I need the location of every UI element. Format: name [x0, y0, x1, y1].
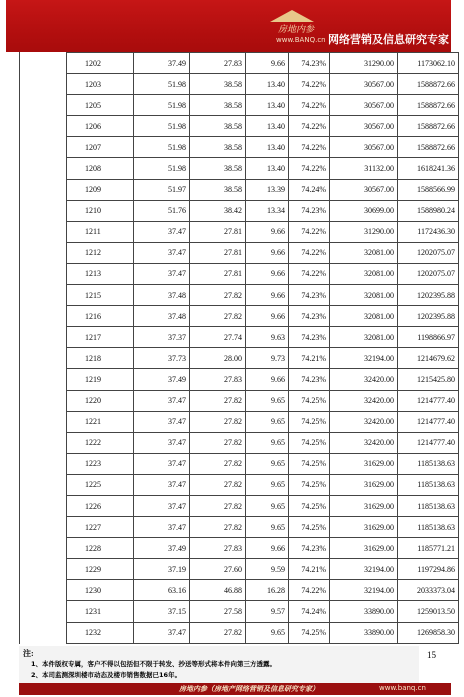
- table-cell: 30567.00: [330, 179, 398, 200]
- table-cell: 27.58: [190, 601, 246, 622]
- table-cell: 30567.00: [330, 95, 398, 116]
- table-cell: 37.37: [134, 327, 190, 348]
- table-cell: 1214777.40: [398, 432, 459, 453]
- blank-cell: [20, 116, 67, 137]
- table-cell: 9.65: [246, 390, 289, 411]
- blank-cell: [20, 200, 67, 221]
- table-cell: 37.47: [134, 453, 190, 474]
- unit-number-cell: 1211: [67, 221, 134, 242]
- table-cell: 27.82: [190, 517, 246, 538]
- table-cell: 32420.00: [330, 432, 398, 453]
- table-cell: 27.74: [190, 327, 246, 348]
- table-row: [20, 580, 459, 601]
- table-cell: 1588566.99: [398, 179, 459, 200]
- table-cell: 74.25%: [289, 622, 330, 643]
- table-cell: 27.83: [190, 369, 246, 390]
- table-cell: 74.24%: [289, 601, 330, 622]
- footer-note-2: 2、本司监测深圳楼市动态及楼市销售数据已16年。: [31, 671, 182, 679]
- table-cell: 9.66: [246, 369, 289, 390]
- table-cell: 27.82: [190, 306, 246, 327]
- table-cell: 9.63: [246, 327, 289, 348]
- table-cell: 27.82: [190, 495, 246, 516]
- table-cell: 1588872.66: [398, 95, 459, 116]
- table-cell: 37.47: [134, 474, 190, 495]
- table-cell: 51.97: [134, 179, 190, 200]
- blank-cell: [20, 517, 67, 538]
- table-row: [20, 538, 459, 559]
- blank-cell: [20, 622, 67, 643]
- bottom-band: [19, 683, 451, 695]
- table-cell: 27.81: [190, 242, 246, 263]
- footer-note-1: 1、本件版权专属，客户不得以包括但不限于转发、抄送等形式将本件向第三方透露。: [31, 660, 277, 668]
- table-cell: 27.82: [190, 622, 246, 643]
- blank-cell: [20, 348, 67, 369]
- table-cell: 27.82: [190, 432, 246, 453]
- table-cell: 1185138.63: [398, 517, 459, 538]
- table-cell: 31290.00: [330, 53, 398, 74]
- blank-cell: [20, 474, 67, 495]
- logo-text: 房地内参: [278, 25, 315, 35]
- table-cell: 27.82: [190, 453, 246, 474]
- table-cell: 51.98: [134, 116, 190, 137]
- table-row: [20, 263, 459, 284]
- table-cell: 31629.00: [330, 538, 398, 559]
- unit-number-cell: 1227: [67, 517, 134, 538]
- table-cell: 9.65: [246, 474, 289, 495]
- unit-number-cell: 1206: [67, 116, 134, 137]
- table-cell: 27.83: [190, 538, 246, 559]
- table-cell: 31629.00: [330, 453, 398, 474]
- unit-number-cell: 1215: [67, 285, 134, 306]
- table-cell: 37.49: [134, 369, 190, 390]
- unit-number-cell: 1208: [67, 158, 134, 179]
- table-cell: 51.98: [134, 158, 190, 179]
- table-cell: 37.48: [134, 306, 190, 327]
- blank-cell: [20, 74, 67, 95]
- blank-cell: [20, 453, 67, 474]
- blank-cell: [20, 179, 67, 200]
- table-cell: 31290.00: [330, 221, 398, 242]
- blank-cell: [20, 95, 67, 116]
- table-cell: 1172436.30: [398, 221, 459, 242]
- unit-number-cell: 1230: [67, 580, 134, 601]
- table-cell: 27.83: [190, 53, 246, 74]
- table-cell: 27.81: [190, 221, 246, 242]
- table-cell: 1588872.66: [398, 137, 459, 158]
- table-cell: 74.24%: [289, 179, 330, 200]
- table-cell: 74.23%: [289, 538, 330, 559]
- table-cell: 74.22%: [289, 137, 330, 158]
- table-cell: 1185138.63: [398, 495, 459, 516]
- unit-number-cell: 1213: [67, 263, 134, 284]
- table-cell: 51.98: [134, 137, 190, 158]
- table-cell: 1215425.80: [398, 369, 459, 390]
- blank-cell: [20, 601, 67, 622]
- table-cell: 1588980.24: [398, 200, 459, 221]
- table-cell: 1588872.66: [398, 116, 459, 137]
- unit-number-cell: 1226: [67, 495, 134, 516]
- table-cell: 30567.00: [330, 74, 398, 95]
- table-row: [20, 369, 459, 390]
- footer-label: 注:: [23, 649, 34, 658]
- table-cell: 31132.00: [330, 158, 398, 179]
- blank-cell: [20, 53, 67, 74]
- table-cell: 38.58: [190, 74, 246, 95]
- table-cell: 38.58: [190, 116, 246, 137]
- table-cell: 33890.00: [330, 601, 398, 622]
- table-row: [20, 559, 459, 580]
- table-cell: 9.65: [246, 453, 289, 474]
- unit-number-cell: 1202: [67, 53, 134, 74]
- table-cell: 1198866.97: [398, 327, 459, 348]
- table-row: [20, 221, 459, 242]
- table-row: [20, 200, 459, 221]
- house-roof-icon: [270, 10, 314, 22]
- table-cell: 33890.00: [330, 622, 398, 643]
- table-cell: 32420.00: [330, 411, 398, 432]
- unit-number-cell: 1218: [67, 348, 134, 369]
- table-cell: 9.65: [246, 495, 289, 516]
- table-cell: 37.47: [134, 390, 190, 411]
- table-cell: 1202075.07: [398, 242, 459, 263]
- table-row: [20, 348, 459, 369]
- table-cell: 32194.00: [330, 348, 398, 369]
- table-cell: 32081.00: [330, 285, 398, 306]
- table-cell: 13.40: [246, 74, 289, 95]
- table-cell: 27.82: [190, 411, 246, 432]
- unit-data-table: [19, 52, 459, 644]
- table-cell: 30567.00: [330, 137, 398, 158]
- table-cell: 37.19: [134, 559, 190, 580]
- table-cell: 38.58: [190, 179, 246, 200]
- table-cell: 1214679.62: [398, 348, 459, 369]
- table-row: [20, 474, 459, 495]
- table-cell: 37.47: [134, 495, 190, 516]
- table-cell: 37.48: [134, 285, 190, 306]
- unit-number-cell: 1219: [67, 369, 134, 390]
- table-cell: 37.49: [134, 538, 190, 559]
- table-cell: 2033373.04: [398, 580, 459, 601]
- table-cell: 9.66: [246, 53, 289, 74]
- table-cell: 1173062.10: [398, 53, 459, 74]
- table-cell: 74.25%: [289, 517, 330, 538]
- table-cell: 74.23%: [289, 200, 330, 221]
- table-cell: 9.66: [246, 285, 289, 306]
- table-row: [20, 74, 459, 95]
- table-cell: 32081.00: [330, 306, 398, 327]
- table-cell: 1197294.86: [398, 559, 459, 580]
- logo-url: www.BANQ.cn: [276, 36, 326, 44]
- table-cell: 9.65: [246, 432, 289, 453]
- table-cell: 74.22%: [289, 242, 330, 263]
- table-cell: 74.25%: [289, 495, 330, 516]
- table-row: [20, 285, 459, 306]
- table-cell: 1202395.88: [398, 306, 459, 327]
- table-cell: 9.73: [246, 348, 289, 369]
- table-row: [20, 622, 459, 643]
- table-cell: 1618241.36: [398, 158, 459, 179]
- table-row: [20, 116, 459, 137]
- logo: [264, 8, 334, 48]
- bottom-band-text: 房地内参（房地产网络营销及信息研究专家）: [179, 684, 319, 693]
- table-cell: 74.25%: [289, 432, 330, 453]
- table-cell: 9.57: [246, 601, 289, 622]
- table-cell: 37.47: [134, 221, 190, 242]
- unit-number-cell: 1209: [67, 179, 134, 200]
- blank-cell: [20, 538, 67, 559]
- unit-number-cell: 1225: [67, 474, 134, 495]
- table-cell: 37.47: [134, 411, 190, 432]
- table-cell: 32420.00: [330, 390, 398, 411]
- unit-number-cell: 1232: [67, 622, 134, 643]
- table-cell: 46.88: [190, 580, 246, 601]
- table-cell: 37.47: [134, 242, 190, 263]
- table-cell: 74.22%: [289, 116, 330, 137]
- blank-cell: [20, 432, 67, 453]
- table-row: [20, 327, 459, 348]
- table-cell: 13.39: [246, 179, 289, 200]
- blank-cell: [20, 221, 67, 242]
- table-cell: 74.25%: [289, 411, 330, 432]
- unit-number-cell: 1210: [67, 200, 134, 221]
- table-cell: 74.22%: [289, 221, 330, 242]
- table-cell: 37.47: [134, 263, 190, 284]
- table-cell: 37.73: [134, 348, 190, 369]
- table-cell: 74.23%: [289, 306, 330, 327]
- table-cell: 32081.00: [330, 327, 398, 348]
- table-cell: 1214777.40: [398, 390, 459, 411]
- table-cell: 74.23%: [289, 285, 330, 306]
- table-cell: 74.23%: [289, 53, 330, 74]
- unit-number-cell: 1221: [67, 411, 134, 432]
- table-cell: 28.00: [190, 348, 246, 369]
- table-cell: 13.34: [246, 200, 289, 221]
- table-cell: 74.22%: [289, 580, 330, 601]
- table-cell: 1202395.88: [398, 285, 459, 306]
- unit-number-cell: 1220: [67, 390, 134, 411]
- table-row: [20, 495, 459, 516]
- table-cell: 27.82: [190, 474, 246, 495]
- table-cell: 74.22%: [289, 95, 330, 116]
- table-cell: 63.16: [134, 580, 190, 601]
- table-row: [20, 242, 459, 263]
- table-cell: 32081.00: [330, 263, 398, 284]
- table-cell: 1269858.30: [398, 622, 459, 643]
- table-row: [20, 453, 459, 474]
- table-cell: 32194.00: [330, 559, 398, 580]
- table-cell: 74.25%: [289, 453, 330, 474]
- table-row: [20, 517, 459, 538]
- table-row: [20, 432, 459, 453]
- table-cell: 37.49: [134, 53, 190, 74]
- unit-number-cell: 1228: [67, 538, 134, 559]
- table-cell: 37.15: [134, 601, 190, 622]
- table-row: [20, 95, 459, 116]
- table-body: [20, 53, 459, 644]
- table-cell: 1588872.66: [398, 74, 459, 95]
- table-cell: 51.76: [134, 200, 190, 221]
- table-cell: 30699.00: [330, 200, 398, 221]
- table-cell: 38.58: [190, 95, 246, 116]
- table-cell: 1202075.07: [398, 263, 459, 284]
- unit-number-cell: 1229: [67, 559, 134, 580]
- table-cell: 1185138.63: [398, 453, 459, 474]
- table-cell: 31629.00: [330, 495, 398, 516]
- unit-number-cell: 1205: [67, 95, 134, 116]
- table-cell: 13.40: [246, 95, 289, 116]
- table-cell: 51.98: [134, 74, 190, 95]
- table-row: [20, 53, 459, 74]
- unit-number-cell: 1203: [67, 74, 134, 95]
- table-cell: 9.59: [246, 559, 289, 580]
- unit-number-cell: 1216: [67, 306, 134, 327]
- unit-number-cell: 1231: [67, 601, 134, 622]
- blank-cell: [20, 242, 67, 263]
- blank-cell: [20, 411, 67, 432]
- table-cell: 74.22%: [289, 74, 330, 95]
- blank-cell: [20, 580, 67, 601]
- table-row: [20, 179, 459, 200]
- table-cell: 74.21%: [289, 348, 330, 369]
- table-row: [20, 411, 459, 432]
- table-cell: 13.40: [246, 158, 289, 179]
- table-cell: 1214777.40: [398, 411, 459, 432]
- table-cell: 74.21%: [289, 559, 330, 580]
- blank-cell: [20, 285, 67, 306]
- blank-cell: [20, 263, 67, 284]
- table-cell: 38.42: [190, 200, 246, 221]
- table-cell: 9.65: [246, 622, 289, 643]
- table-cell: 9.66: [246, 538, 289, 559]
- blank-cell: [20, 559, 67, 580]
- blank-cell: [20, 327, 67, 348]
- table-cell: 31629.00: [330, 517, 398, 538]
- table-row: [20, 137, 459, 158]
- unit-number-cell: 1223: [67, 453, 134, 474]
- table-cell: 16.28: [246, 580, 289, 601]
- blank-cell: [20, 137, 67, 158]
- table-cell: 74.22%: [289, 158, 330, 179]
- table-cell: 9.66: [246, 242, 289, 263]
- table-cell: 32194.00: [330, 580, 398, 601]
- unit-number-cell: 1222: [67, 432, 134, 453]
- table-cell: 9.66: [246, 306, 289, 327]
- table-cell: 13.40: [246, 137, 289, 158]
- blank-cell: [20, 158, 67, 179]
- table-cell: 27.60: [190, 559, 246, 580]
- header-band: [6, 0, 451, 52]
- footer-notes: [19, 646, 419, 684]
- unit-number-cell: 1217: [67, 327, 134, 348]
- table-row: [20, 390, 459, 411]
- page-number: 15: [427, 650, 436, 660]
- bottom-band-url: www.banq.cn: [379, 684, 426, 692]
- table-cell: 1185138.63: [398, 474, 459, 495]
- table-cell: 9.66: [246, 263, 289, 284]
- table-cell: 9.65: [246, 517, 289, 538]
- data-table-container: [19, 52, 458, 643]
- table-cell: 9.66: [246, 221, 289, 242]
- table-cell: 74.25%: [289, 390, 330, 411]
- table-cell: 37.47: [134, 622, 190, 643]
- blank-cell: [20, 369, 67, 390]
- table-cell: 74.23%: [289, 327, 330, 348]
- table-cell: 32420.00: [330, 369, 398, 390]
- table-cell: 32081.00: [330, 242, 398, 263]
- unit-number-cell: 1212: [67, 242, 134, 263]
- table-row: [20, 601, 459, 622]
- table-cell: 74.23%: [289, 369, 330, 390]
- table-row: [20, 158, 459, 179]
- table-cell: 31629.00: [330, 474, 398, 495]
- blank-cell: [20, 390, 67, 411]
- table-cell: 30567.00: [330, 116, 398, 137]
- table-cell: 27.82: [190, 285, 246, 306]
- table-cell: 38.58: [190, 158, 246, 179]
- table-cell: 13.40: [246, 116, 289, 137]
- table-cell: 37.47: [134, 432, 190, 453]
- table-cell: 74.25%: [289, 474, 330, 495]
- table-cell: 9.65: [246, 411, 289, 432]
- blank-cell: [20, 306, 67, 327]
- unit-number-cell: 1207: [67, 137, 134, 158]
- blank-cell: [20, 495, 67, 516]
- table-cell: 37.47: [134, 517, 190, 538]
- table-cell: 38.58: [190, 137, 246, 158]
- table-cell: 27.82: [190, 390, 246, 411]
- table-cell: 74.22%: [289, 263, 330, 284]
- table-cell: 1259013.50: [398, 601, 459, 622]
- table-row: [20, 306, 459, 327]
- table-cell: 1185771.21: [398, 538, 459, 559]
- table-cell: 51.98: [134, 95, 190, 116]
- header-slogan: 网络营销及信息研究专家: [328, 33, 449, 46]
- table-cell: 27.81: [190, 263, 246, 284]
